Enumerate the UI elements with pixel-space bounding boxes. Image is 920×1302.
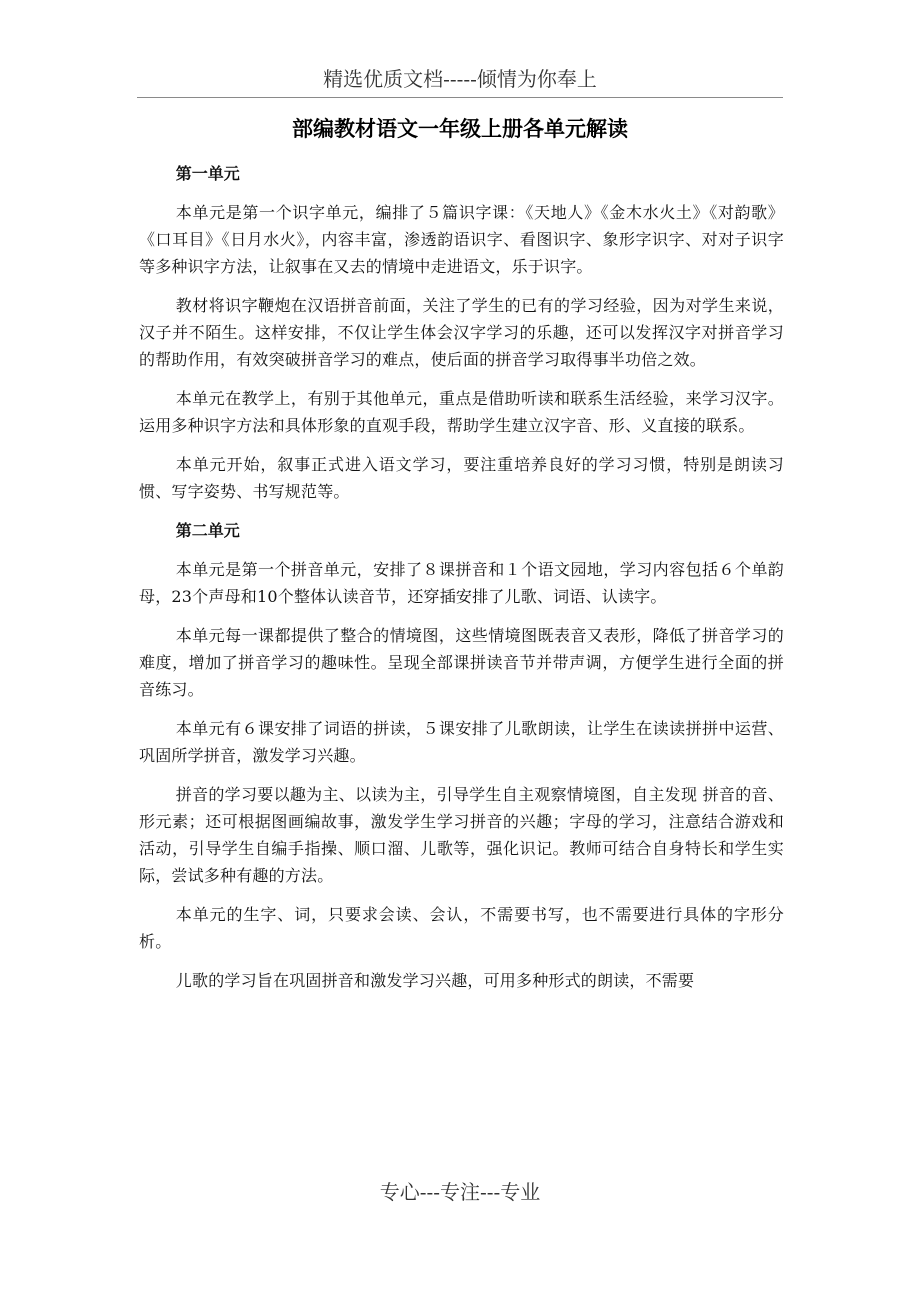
document-title: 部编教材语文一年级上册各单元解读 — [292, 116, 628, 141]
paragraph: 本单元每一课都提供了整合的情境图，这些情境图既表音又表形，降低了拼音学习的难度，增加了拼音学习的趣味性。呈现全部课拼读音节并带声调，方便学生进行全面的拼音练习。 — [139, 626, 784, 699]
paragraph: 本单元有６课安排了词语的拼读，５课安排了儿歌朗读，让学生在读读拼拼中运营、巩固所学拼音，激发学习兴趣。 — [139, 719, 784, 765]
paragraph: 本单元开始，叙事正式进入语文学习，要注重培养良好的学习习惯，特别是朗读习惯、写字姿势、书写规范等。 — [139, 455, 784, 501]
paragraph: 本单元的生字、词，只要求会读、会认，不需要书写，也不需要进行具体的字形分析。 — [139, 905, 784, 951]
paragraph: 拼音的学习要以趣为主、以读为主，引导学生自主观察情境图，自主发现 拼音的音、形元素；还可根据图画编故事，激发学生学习拼音的兴趣；字母的学习，注意结合游戏和活动，引导学生自编手指操、顺口溜、儿歌等，强化识记。教师可结合自身特长和学生实际，尝试多种有趣的方法。 — [139, 785, 784, 885]
paragraph: 本单元是第一个拼音单元，安排了８课拼音和１个语文园地，学习内容包括６个单韵母，23个声母和10个整体认读音节，还穿插安排了儿歌、词语、认读字。 — [139, 560, 784, 606]
section-heading: 第二单元 — [175, 521, 240, 540]
page-footer: 专心---专注---专业 — [379, 1180, 541, 1204]
section-unit-2 — [139, 517, 784, 994]
section-heading: 第一单元 — [175, 164, 240, 183]
paragraph: 本单元在教学上，有别于其他单元，重点是借助听读和联系生活经验，来学习汉字。运用多种识字方法和具体形象的直观手段，帮助学生建立汉字音、形、义直接的联系。 — [139, 389, 784, 435]
paragraph: 本单元是第一个识字单元，编排了５篇识字课：《天地人》《金木水火土》《对韵歌》《口耳目》《日月水火》，内容丰富，渗透韵语识字、看图识字、象形字识字、对对子识字等多种识字方法，让叙事在又去的情境中走进语文，乐于识字。 — [139, 203, 784, 276]
document-body — [139, 160, 784, 1006]
paragraph: 教材将识字鞭炮在汉语拼音前面，关注了学生的已有的学习经验，因为对学生来说，汉子并不陌生。这样安排，不仅让学生体会汉字学习的乐趣，还可以发挥汉字对拼音学习的帮助作用，有效突破拼音学习的难点，使后面的拼音学习取得事半功倍之效。 — [139, 296, 784, 369]
paragraph: 儿歌的学习旨在巩固拼音和激发学习兴趣，可用多种形式的朗读，不需要 — [175, 971, 695, 990]
page-header: 精选优质文档-----倾情为你奉上 — [323, 67, 597, 91]
section-unit-1 — [139, 160, 784, 505]
header-divider — [137, 97, 783, 98]
